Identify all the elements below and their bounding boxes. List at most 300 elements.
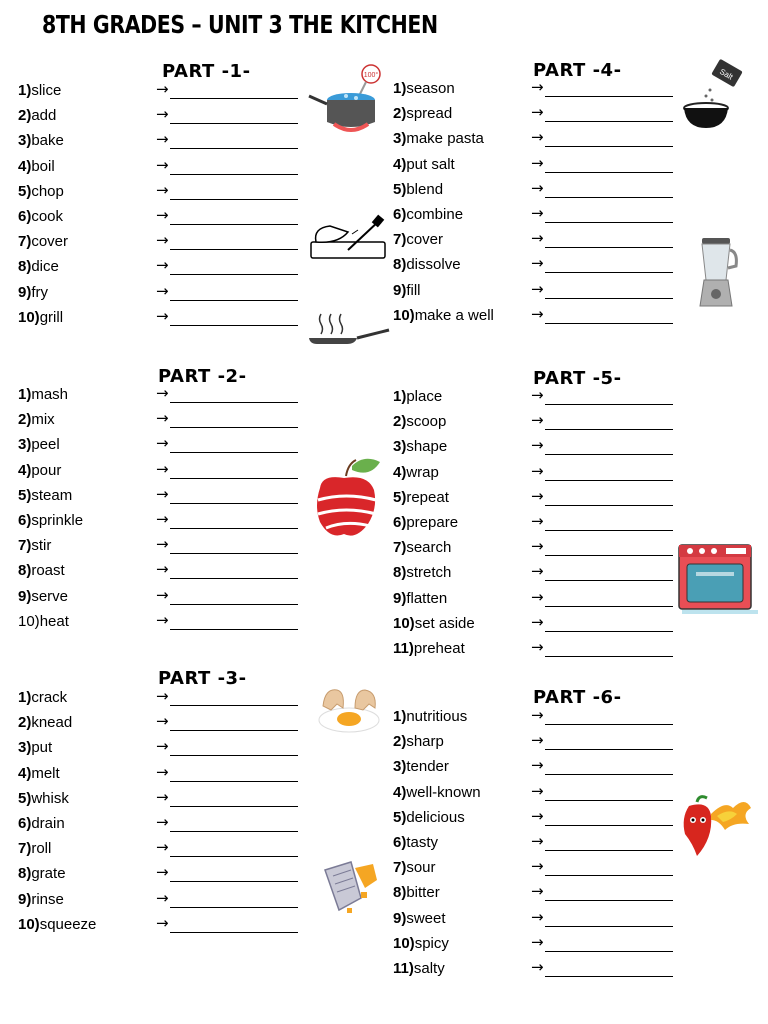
arrow-icon: → xyxy=(531,78,544,96)
item-number: 7) xyxy=(393,859,407,876)
part-3-row xyxy=(18,916,298,936)
vocab-item xyxy=(393,564,451,582)
item-number: 9) xyxy=(18,284,32,301)
arrow-icon: → xyxy=(156,863,169,881)
item-word: bake xyxy=(31,132,64,149)
arrow-icon: → xyxy=(531,305,544,323)
arrow-icon: → xyxy=(156,763,169,781)
item-number: 10) xyxy=(393,615,415,632)
item-word: chop xyxy=(31,183,64,200)
arrow-icon: → xyxy=(531,280,544,298)
item-number: 8) xyxy=(393,884,407,901)
item-word: sour xyxy=(406,859,436,876)
vocab-item xyxy=(393,758,449,776)
item-word: search xyxy=(406,539,452,556)
part-1-row xyxy=(18,233,298,253)
item-number: 7) xyxy=(18,537,32,554)
answer-blank[interactable] xyxy=(545,976,673,977)
answer-blank[interactable] xyxy=(170,730,298,731)
answer-blank[interactable] xyxy=(545,505,673,506)
arrow-icon: → xyxy=(156,889,169,907)
part-5-row xyxy=(393,514,673,534)
item-number: 6) xyxy=(18,815,32,832)
arrow-icon: → xyxy=(531,462,544,480)
item-number: 11) xyxy=(393,960,414,977)
vocab-item xyxy=(393,834,438,852)
item-number: 4) xyxy=(393,156,407,173)
answer-blank[interactable] xyxy=(170,325,298,326)
vocab-item xyxy=(18,562,65,580)
item-word: place xyxy=(406,388,443,405)
vocab-item xyxy=(393,307,494,325)
part-1-row xyxy=(18,107,298,127)
arrow-icon: → xyxy=(156,105,169,123)
answer-blank[interactable] xyxy=(545,926,673,927)
vocab-item xyxy=(18,689,67,707)
item-word: well-known xyxy=(406,784,481,801)
answer-blank[interactable] xyxy=(170,123,298,124)
item-number: 10) xyxy=(18,613,40,630)
answer-blank[interactable] xyxy=(545,96,673,97)
item-word: pour xyxy=(31,462,62,479)
answer-blank[interactable] xyxy=(170,249,298,250)
vocab-item xyxy=(18,107,56,125)
vocab-item xyxy=(393,960,445,978)
item-word: roast xyxy=(31,562,65,579)
vocab-item xyxy=(393,413,446,431)
answer-blank[interactable] xyxy=(545,172,673,173)
salt-shaker-bowl-image xyxy=(680,58,750,130)
arrow-icon: → xyxy=(531,436,544,454)
part-5-title: PART -5- xyxy=(533,368,622,389)
vocab-item xyxy=(18,183,64,201)
part-4-row xyxy=(393,105,673,125)
item-word: cover xyxy=(406,231,444,248)
answer-blank[interactable] xyxy=(170,478,298,479)
vocab-item xyxy=(18,588,68,606)
vocab-item xyxy=(18,208,63,226)
arrow-icon: → xyxy=(531,807,544,825)
vocab-item xyxy=(393,910,446,928)
answer-blank[interactable] xyxy=(545,404,673,405)
answer-blank[interactable] xyxy=(545,121,673,122)
item-word: set aside xyxy=(414,615,475,632)
answer-blank[interactable] xyxy=(170,402,298,403)
blender-image xyxy=(694,236,740,310)
part-6-title: PART -6- xyxy=(533,687,622,708)
part-1-row xyxy=(18,208,298,228)
part-6-row xyxy=(393,784,673,804)
part-6-row xyxy=(393,884,673,904)
item-word: drain xyxy=(31,815,65,832)
answer-blank[interactable] xyxy=(545,631,673,632)
vocab-item xyxy=(393,105,452,123)
vocab-item xyxy=(18,916,96,934)
item-number: 10) xyxy=(18,309,40,326)
answer-blank[interactable] xyxy=(170,856,298,857)
arrow-icon: → xyxy=(531,411,544,429)
part-5-row xyxy=(393,438,673,458)
arrow-icon: → xyxy=(156,838,169,856)
answer-blank[interactable] xyxy=(545,298,673,299)
arrow-icon: → xyxy=(156,181,169,199)
item-word: roll xyxy=(31,840,52,857)
item-word: squeeze xyxy=(39,916,97,933)
item-word: fill xyxy=(406,282,421,299)
arrow-icon: → xyxy=(531,958,544,976)
part-5-row xyxy=(393,539,673,559)
answer-blank[interactable] xyxy=(545,222,673,223)
answer-blank[interactable] xyxy=(170,932,298,933)
answer-blank[interactable] xyxy=(545,530,673,531)
item-number: 6) xyxy=(393,514,407,531)
vocab-item xyxy=(18,840,51,858)
vocab-item xyxy=(393,884,440,902)
part-6-row xyxy=(393,708,673,728)
answer-blank[interactable] xyxy=(545,272,673,273)
cutting-board-image xyxy=(308,214,388,264)
vocab-item xyxy=(393,231,443,249)
peeled-apple-image xyxy=(312,456,382,540)
vocab-item xyxy=(18,537,51,555)
arrow-icon: → xyxy=(156,737,169,755)
answer-blank[interactable] xyxy=(170,553,298,554)
arrow-icon: → xyxy=(156,586,169,604)
item-number: 3) xyxy=(393,758,407,775)
arrow-icon: → xyxy=(156,231,169,249)
part-3-row xyxy=(18,714,298,734)
item-word: salty xyxy=(413,960,445,977)
item-number: 5) xyxy=(18,487,32,504)
item-word: spread xyxy=(406,105,453,122)
vocab-item xyxy=(393,130,484,148)
part-4-row xyxy=(393,307,673,327)
thermometer-label: 100° xyxy=(363,72,379,79)
item-number: 3) xyxy=(18,436,32,453)
vocab-item xyxy=(393,708,467,726)
part-2-row xyxy=(18,411,298,431)
vocab-item xyxy=(18,386,68,404)
item-number: 6) xyxy=(18,208,32,225)
answer-blank[interactable] xyxy=(545,749,673,750)
item-word: whisk xyxy=(31,790,69,807)
item-number: 3) xyxy=(393,130,407,147)
chili-pepper-image xyxy=(679,794,753,858)
item-word: dissolve xyxy=(406,256,461,273)
item-word: delicious xyxy=(406,809,465,826)
vocab-item xyxy=(18,82,61,100)
item-number: 5) xyxy=(393,809,407,826)
item-word: put xyxy=(31,739,53,756)
part-1-row xyxy=(18,132,298,152)
answer-blank[interactable] xyxy=(170,224,298,225)
arrow-icon: → xyxy=(156,611,169,629)
vocab-item xyxy=(393,733,444,751)
item-word: slice xyxy=(31,82,62,99)
item-number: 2) xyxy=(393,105,407,122)
part-5-row xyxy=(393,564,673,584)
item-number: 9) xyxy=(393,910,407,927)
arrow-icon: → xyxy=(531,882,544,900)
part-1-title: PART -1- xyxy=(162,61,251,82)
item-word: rinse xyxy=(31,891,64,908)
part-4-row xyxy=(393,80,673,100)
answer-blank[interactable] xyxy=(545,825,673,826)
arrow-icon: → xyxy=(531,857,544,875)
answer-blank[interactable] xyxy=(545,774,673,775)
part-1-row xyxy=(18,284,298,304)
item-number: 5) xyxy=(393,489,407,506)
answer-blank[interactable] xyxy=(170,831,298,832)
item-number: 1) xyxy=(393,708,407,725)
answer-blank[interactable] xyxy=(170,755,298,756)
part-1-row xyxy=(18,183,298,203)
item-word: spicy xyxy=(414,935,449,952)
vocab-item xyxy=(393,539,451,557)
answer-blank[interactable] xyxy=(545,146,673,147)
item-word: mix xyxy=(31,411,55,428)
part-5-row xyxy=(393,464,673,484)
item-word: crack xyxy=(31,689,68,706)
item-number: 1) xyxy=(393,80,407,97)
part-6-row xyxy=(393,809,673,829)
arrow-icon: → xyxy=(156,535,169,553)
arrow-icon: → xyxy=(156,206,169,224)
answer-blank[interactable] xyxy=(170,881,298,882)
arrow-icon: → xyxy=(156,434,169,452)
arrow-icon: → xyxy=(531,706,544,724)
item-number: 8) xyxy=(18,865,32,882)
item-word: season xyxy=(406,80,455,97)
item-number: 9) xyxy=(18,891,32,908)
item-number: 2) xyxy=(18,107,32,124)
item-word: scoop xyxy=(406,413,447,430)
vocab-item xyxy=(393,514,458,532)
arrow-icon: → xyxy=(531,782,544,800)
answer-blank[interactable] xyxy=(545,323,673,324)
item-word: sprinkle xyxy=(31,512,84,529)
item-number: 6) xyxy=(18,512,32,529)
arrow-icon: → xyxy=(531,487,544,505)
item-number: 5) xyxy=(393,181,407,198)
answer-blank[interactable] xyxy=(545,656,673,657)
answer-blank[interactable] xyxy=(170,629,298,630)
part-5-row xyxy=(393,640,673,660)
arrow-icon: → xyxy=(531,386,544,404)
item-number: 3) xyxy=(18,739,32,756)
answer-blank[interactable] xyxy=(545,197,673,198)
answer-blank[interactable] xyxy=(545,900,673,901)
answer-blank[interactable] xyxy=(545,724,673,725)
arrow-icon: → xyxy=(531,229,544,247)
answer-blank[interactable] xyxy=(170,578,298,579)
part-5-row xyxy=(393,590,673,610)
part-3-row xyxy=(18,739,298,759)
answer-blank[interactable] xyxy=(545,480,673,481)
item-word: knead xyxy=(31,714,73,731)
arrow-icon: → xyxy=(531,613,544,631)
vocab-item xyxy=(18,815,65,833)
item-word: make a well xyxy=(414,307,494,324)
arrow-icon: → xyxy=(531,512,544,530)
part-2-row xyxy=(18,613,298,633)
vocab-item xyxy=(18,258,59,276)
part-6-row xyxy=(393,834,673,854)
item-number: 8) xyxy=(393,256,407,273)
part-2-row xyxy=(18,512,298,532)
answer-blank[interactable] xyxy=(170,174,298,175)
vocab-item xyxy=(18,487,72,505)
vocab-item xyxy=(18,739,52,757)
arrow-icon: → xyxy=(156,256,169,274)
vocab-item xyxy=(393,282,421,300)
arrow-icon: → xyxy=(156,282,169,300)
vocab-item xyxy=(18,613,69,631)
part-2-row xyxy=(18,588,298,608)
item-word: combine xyxy=(406,206,464,223)
vocab-item xyxy=(18,132,64,150)
part-2-row xyxy=(18,436,298,456)
part-4-row xyxy=(393,156,673,176)
vocab-item xyxy=(393,859,436,877)
answer-blank[interactable] xyxy=(170,300,298,301)
answer-blank[interactable] xyxy=(170,427,298,428)
arrow-icon: → xyxy=(531,204,544,222)
answer-blank[interactable] xyxy=(545,555,673,556)
arrow-icon: → xyxy=(531,908,544,926)
item-number: 10) xyxy=(393,307,415,324)
item-number: 2) xyxy=(18,411,32,428)
part-2-row xyxy=(18,386,298,406)
vocab-item xyxy=(18,436,60,454)
answer-blank[interactable] xyxy=(545,454,673,455)
part-6-row xyxy=(393,960,673,980)
part-1-row xyxy=(18,158,298,178)
part-6-row xyxy=(393,758,673,778)
item-word: cover xyxy=(31,233,69,250)
arrow-icon: → xyxy=(531,128,544,146)
part-3-row xyxy=(18,891,298,911)
answer-blank[interactable] xyxy=(545,580,673,581)
part-3-title: PART -3- xyxy=(158,668,247,689)
item-word: fry xyxy=(31,284,49,301)
answer-blank[interactable] xyxy=(170,806,298,807)
part-2-row xyxy=(18,487,298,507)
part-5-row xyxy=(393,388,673,408)
answer-blank[interactable] xyxy=(545,429,673,430)
answer-blank[interactable] xyxy=(170,274,298,275)
part-6-row xyxy=(393,733,673,753)
vocab-item xyxy=(393,156,455,174)
item-word: bitter xyxy=(406,884,440,901)
answer-blank[interactable] xyxy=(545,951,673,952)
vocab-item xyxy=(393,256,461,274)
arrow-icon: → xyxy=(156,156,169,174)
answer-blank[interactable] xyxy=(545,247,673,248)
answer-blank[interactable] xyxy=(170,528,298,529)
vocab-item xyxy=(393,181,443,199)
item-number: 2) xyxy=(393,733,407,750)
item-word: shape xyxy=(406,438,448,455)
answer-blank[interactable] xyxy=(170,148,298,149)
item-number: 9) xyxy=(393,282,407,299)
vocab-item xyxy=(393,784,481,802)
part-5-row xyxy=(393,413,673,433)
boiling-pot-image xyxy=(306,62,384,134)
vocab-item xyxy=(393,615,475,633)
arrow-icon: → xyxy=(531,103,544,121)
part-4-row xyxy=(393,256,673,276)
arrow-icon: → xyxy=(156,712,169,730)
answer-blank[interactable] xyxy=(170,781,298,782)
vocab-item xyxy=(393,438,447,456)
cracked-egg-image xyxy=(317,686,381,734)
part-2-row xyxy=(18,562,298,582)
arrow-icon: → xyxy=(531,562,544,580)
part-4-row xyxy=(393,181,673,201)
vocab-item xyxy=(18,891,64,909)
item-number: 1) xyxy=(393,388,407,405)
item-word: repeat xyxy=(406,489,449,506)
answer-blank[interactable] xyxy=(170,604,298,605)
answer-blank[interactable] xyxy=(545,606,673,607)
item-number: 10) xyxy=(18,916,40,933)
arrow-icon: → xyxy=(156,510,169,528)
item-number: 1) xyxy=(18,82,32,99)
answer-blank[interactable] xyxy=(170,452,298,453)
vocab-item xyxy=(393,80,455,98)
arrow-icon: → xyxy=(156,788,169,806)
item-word: wrap xyxy=(406,464,439,481)
arrow-icon: → xyxy=(156,384,169,402)
answer-blank[interactable] xyxy=(170,503,298,504)
item-number: 2) xyxy=(393,413,407,430)
part-3-row xyxy=(18,689,298,709)
vocab-item xyxy=(18,765,60,783)
item-word: nutritious xyxy=(406,708,468,725)
item-number: 2) xyxy=(18,714,32,731)
item-number: 6) xyxy=(393,834,407,851)
arrow-icon: → xyxy=(156,914,169,932)
arrow-icon: → xyxy=(531,756,544,774)
item-number: 9) xyxy=(393,590,407,607)
item-word: flatten xyxy=(406,590,448,607)
answer-blank[interactable] xyxy=(170,199,298,200)
item-word: mash xyxy=(31,386,69,403)
part-4-title: PART -4- xyxy=(533,60,622,81)
answer-blank[interactable] xyxy=(170,705,298,706)
part-4-row xyxy=(393,231,673,251)
item-number: 7) xyxy=(393,231,407,248)
item-number: 11) xyxy=(393,640,414,657)
answer-blank[interactable] xyxy=(170,907,298,908)
vocab-item xyxy=(18,865,66,883)
grater-image xyxy=(321,858,379,918)
answer-blank[interactable] xyxy=(545,875,673,876)
item-number: 3) xyxy=(18,132,32,149)
answer-blank[interactable] xyxy=(545,800,673,801)
answer-blank[interactable] xyxy=(545,850,673,851)
part-2-row xyxy=(18,537,298,557)
item-word: put salt xyxy=(406,156,455,173)
vocab-item xyxy=(18,462,61,480)
item-number: 6) xyxy=(393,206,407,223)
part-2-row xyxy=(18,462,298,482)
item-word: stretch xyxy=(406,564,452,581)
item-number: 7) xyxy=(18,840,32,857)
answer-blank[interactable] xyxy=(170,98,298,99)
part-6-row xyxy=(393,910,673,930)
